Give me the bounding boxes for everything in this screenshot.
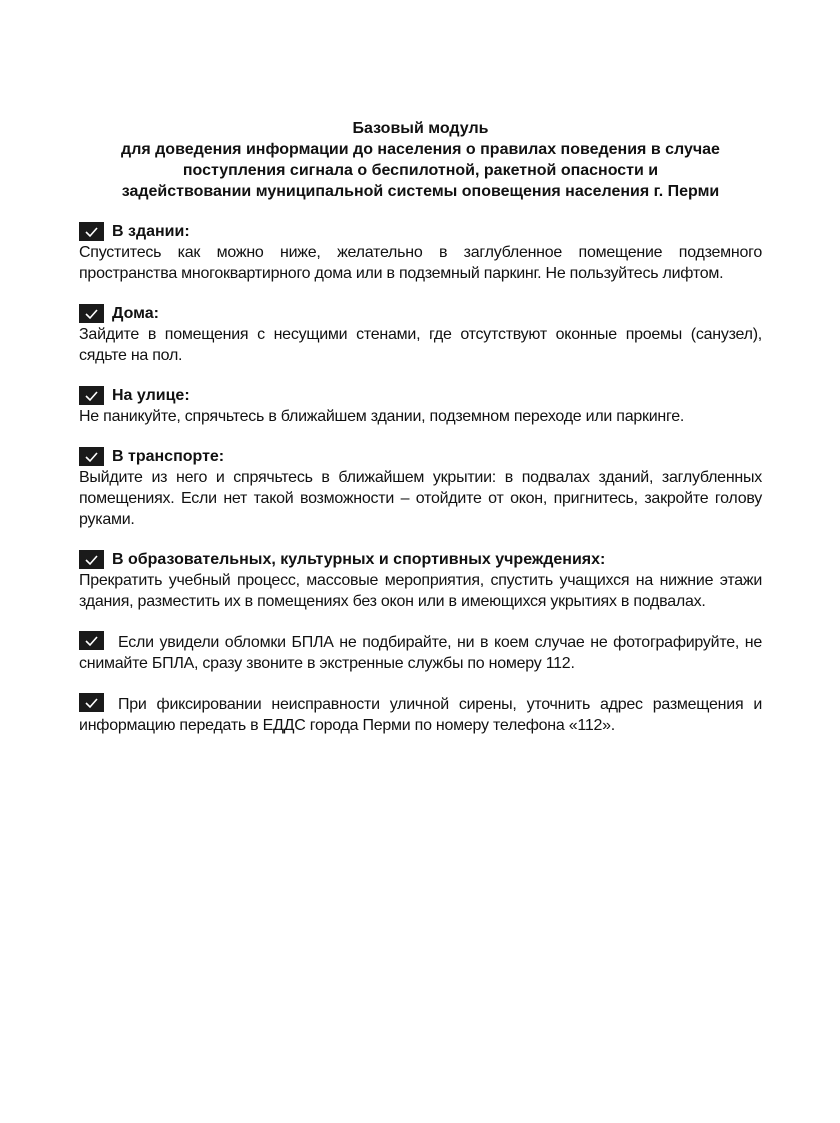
section-at-home [79, 303, 762, 366]
note-paragraph [79, 631, 762, 674]
title-line-1: Базовый модуль [352, 120, 489, 137]
section-text: Зайдите в помещения с несущими стенами, где отсутствуют оконные проемы (санузел), сядьте на пол. [79, 326, 762, 364]
checkmark-box-icon [79, 631, 104, 650]
section-in-building [79, 221, 762, 284]
title-line-4: задействовании муниципальной системы оповещения населения г. Перми [121, 183, 720, 200]
checkmark-box-icon [79, 386, 104, 405]
note-uav-debris [79, 631, 762, 674]
document-title [79, 118, 762, 202]
section-text: Выйдите из него и спрячьтесь в ближайшем укрытии: в подвалах зданий, заглубленных помещениях. Если нет такой возможности – отойдите от окон, пригнитесь, закройте голову руками. [79, 469, 762, 528]
document-page [79, 118, 762, 755]
section-outside [79, 385, 762, 427]
section-heading-row [79, 385, 762, 406]
section-text: Прекратить учебный процесс, массовые мероприятия, спустить учащихся на нижние этажи здания, разместить их в помещениях без окон или в имеющихся укрытиях в подвалах. [79, 572, 762, 610]
note-paragraph [79, 693, 762, 736]
section-heading-row [79, 303, 762, 324]
section-in-transport [79, 446, 762, 530]
checkmark-box-icon [79, 550, 104, 569]
note-text: При фиксировании неисправности уличной сирены, уточнить адрес размещения и информацию передать в ЕДДС города Перми по номеру телефона «112». [79, 696, 762, 734]
section-text: Спуститесь как можно ниже, желательно в заглубленное помещение подземного пространства многоквартирного дома или в подземный паркинг. Не пользуйтесь лифтом. [79, 244, 762, 282]
checkmark-box-icon [79, 693, 104, 712]
checkmark-box-icon [79, 304, 104, 323]
title-line-2: для доведения информации до населения о правилах поведения в случае [121, 141, 720, 158]
section-heading: В здании: [112, 223, 190, 240]
section-heading-row [79, 446, 762, 467]
section-text: Не паникуйте, спрячьтесь в ближайшем здании, подземном переходе или паркинге. [79, 408, 685, 425]
checkmark-box-icon [79, 447, 104, 466]
note-text: Если увидели обломки БПЛА не подбирайте, ни в коем случае не фотографируйте, не снимайте БПЛА, сразу звоните в экстренные службы по номеру 112. [79, 634, 762, 672]
section-heading-row [79, 549, 762, 570]
section-heading: Дома: [112, 305, 160, 322]
title-line-3: поступления сигнала о беспилотной, ракетной опасности и [182, 162, 659, 179]
section-heading: В образовательных, культурных и спортивных учреждениях: [112, 551, 606, 568]
section-heading: На улице: [112, 387, 190, 404]
checkmark-box-icon [79, 222, 104, 241]
note-siren-fault [79, 693, 762, 736]
section-heading-row [79, 221, 762, 242]
section-institutions [79, 549, 762, 612]
section-heading: В транспорте: [112, 448, 225, 465]
